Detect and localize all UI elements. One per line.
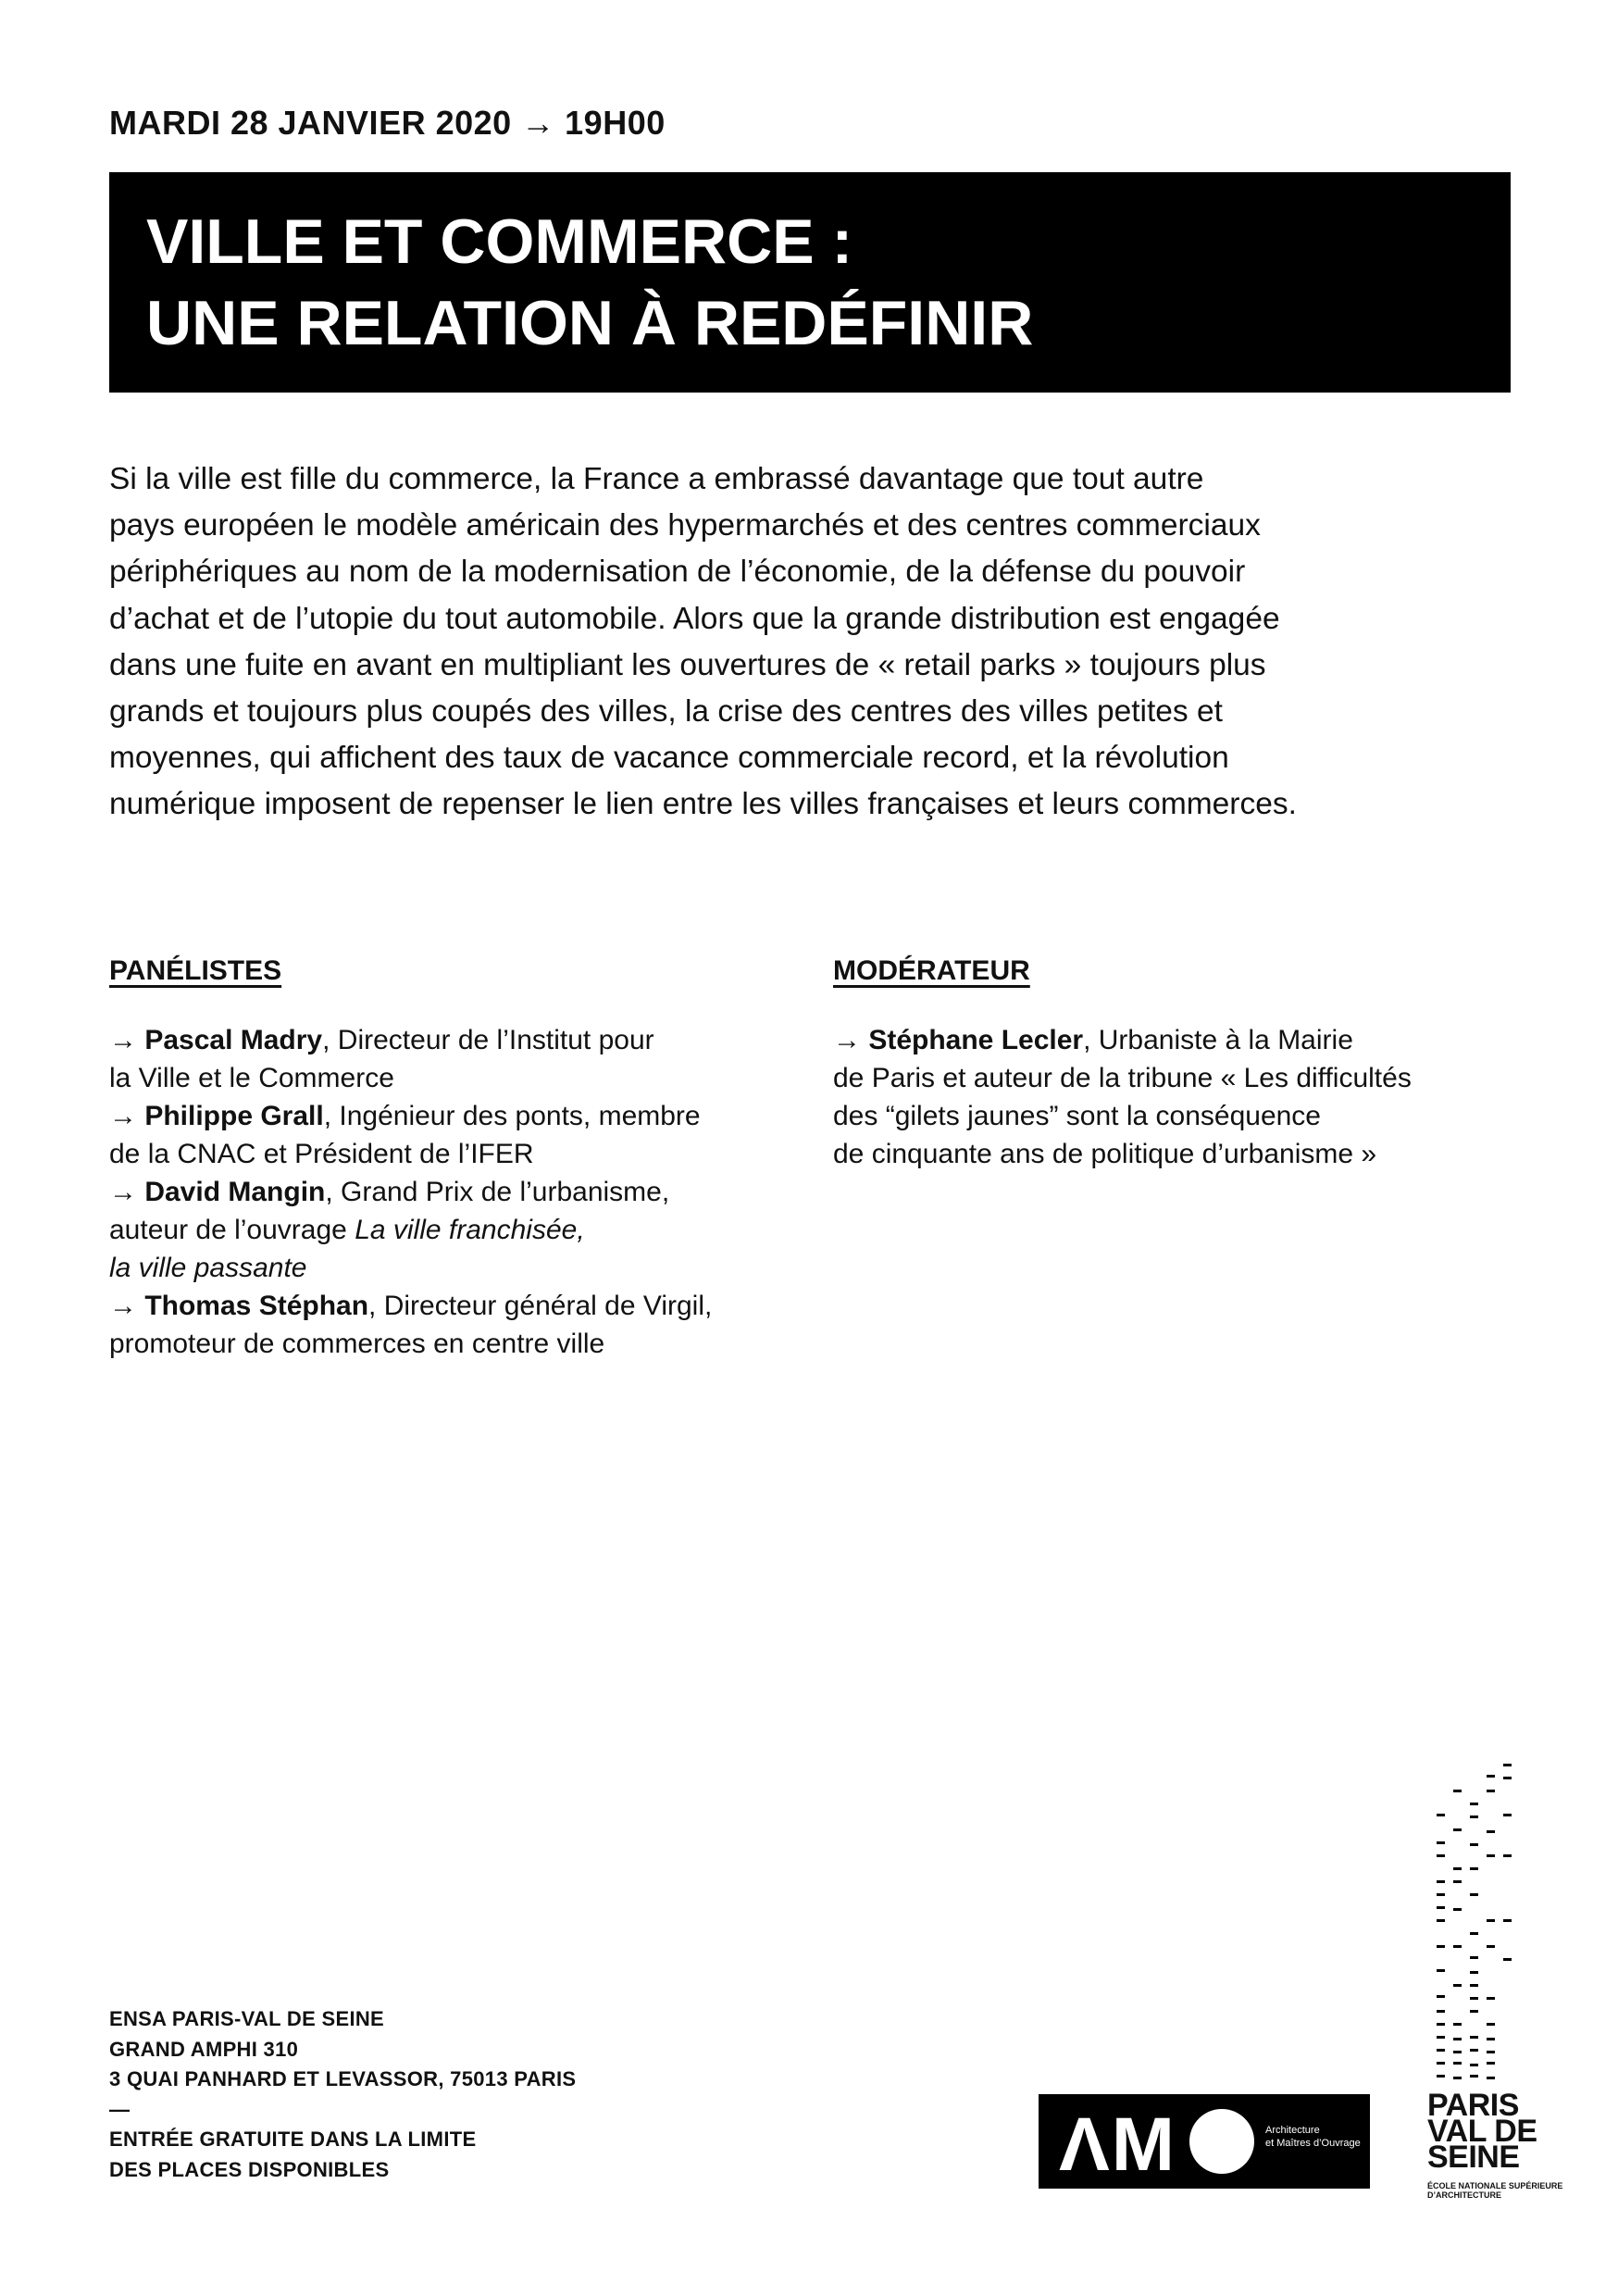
panelist-entry bbox=[109, 1287, 794, 1325]
panelist-role: , Directeur général de Virgil, bbox=[368, 1291, 713, 1321]
panelist-entry bbox=[109, 1097, 794, 1135]
panelist-role-cont: la Ville et le Commerce bbox=[109, 1063, 394, 1093]
amo-subtitle-line: et Maîtres d’Ouvrage bbox=[1265, 2138, 1361, 2149]
logo-subtitle-line: D’ARCHITECTURE bbox=[1427, 2190, 1501, 2200]
intro-line: d’achat et de l’utopie du tout automobile. Alors que la grande distribution est engagée bbox=[109, 601, 1280, 636]
intro-paragraph bbox=[109, 456, 1525, 829]
panelists-heading: PANÉLISTES bbox=[109, 955, 282, 986]
book-title: La ville franchisée, bbox=[355, 1215, 585, 1245]
venue-line: GRAND AMPHI 310 bbox=[109, 2037, 299, 2061]
moderator-role: , Urbaniste à la Mairie bbox=[1083, 1025, 1353, 1055]
intro-line: périphériques au nom de la modernisation de l’économie, de la défense du pouvoir bbox=[109, 555, 1246, 590]
moderator-name: → Stéphane Lecler bbox=[833, 1025, 1084, 1055]
amo-logo-circle bbox=[1189, 2109, 1254, 2174]
amo-logo bbox=[1039, 2094, 1370, 2189]
panelist-role: , Directeur de l’Institut pour bbox=[322, 1025, 654, 1055]
venue-info bbox=[109, 2004, 576, 2186]
panelist-entry bbox=[109, 1173, 794, 1211]
moderator-section bbox=[833, 952, 1518, 1173]
intro-line: dans une fuite en avant en multipliant les ouvertures de « retail parks » toujours plus bbox=[109, 647, 1266, 682]
panelist-name: → Thomas Stéphan bbox=[109, 1291, 369, 1321]
venue-line: ENSA PARIS-VAL DE SEINE bbox=[109, 2007, 385, 2030]
logo-subtitle-line: ÉCOLE NATIONALE SUPÉRIEURE bbox=[1427, 2181, 1563, 2190]
venue-line: 3 QUAI PANHARD ET LEVASSOR, 75013 PARIS bbox=[109, 2067, 577, 2091]
venue-separator: — bbox=[109, 2097, 131, 2121]
moderator-role-cont: de cinquante ans de politique d’urbanisme » bbox=[833, 1139, 1377, 1169]
panelist-role-cont: de la CNAC et Président de l’IFER bbox=[109, 1139, 534, 1169]
logo-dash-pattern bbox=[1437, 1764, 1512, 2079]
intro-line: grands et toujours plus coupés des villes, la crise des centres des villes petites et bbox=[109, 694, 1223, 730]
panelist-role-cont bbox=[109, 1211, 794, 1249]
event-date: MARDI 28 JANVIER 2020 → 19H00 bbox=[109, 104, 666, 142]
book-title-cont: la ville passante bbox=[109, 1253, 307, 1283]
panelist-role: , Grand Prix de l’urbanisme, bbox=[325, 1177, 670, 1207]
panelist-entry bbox=[109, 1021, 794, 1059]
intro-line: moyennes, qui affichent des taux de vacance commerciale record, et la révolution bbox=[109, 741, 1229, 776]
panelist-name: → David Mangin bbox=[109, 1177, 326, 1207]
logo-text-line: PARIS bbox=[1427, 2088, 1519, 2123]
title-line-2: UNE RELATION À REDÉFINIR bbox=[146, 288, 1034, 358]
logo-text-line: VAL DE bbox=[1427, 2114, 1537, 2149]
paris-val-de-seine-logo-text bbox=[1427, 2088, 1537, 2175]
moderator-role-cont: des “gilets jaunes” sont la conséquence bbox=[833, 1101, 1321, 1131]
venue-line: ENTRÉE GRATUITE DANS LA LIMITE bbox=[109, 2128, 477, 2152]
title-line-1: VILLE ET COMMERCE : bbox=[146, 206, 853, 277]
moderator-entry bbox=[833, 1021, 1518, 1059]
panelist-role-text: auteur de l’ouvrage bbox=[109, 1215, 355, 1245]
panelist-role: , Ingénieur des ponts, membre bbox=[323, 1101, 701, 1131]
moderator-role-cont: de Paris et auteur de la tribune « Les difficultés bbox=[833, 1063, 1412, 1093]
panelist-role-cont: promoteur de commerces en centre ville bbox=[109, 1329, 605, 1359]
paris-val-de-seine-logo-subtitle bbox=[1427, 2181, 1562, 2200]
amo-subtitle-line: Architecture bbox=[1265, 2125, 1320, 2136]
amo-logo-letters: ΛM bbox=[1059, 2103, 1176, 2187]
intro-line: pays européen le modèle américain des hypermarchés et des centres commerciaux bbox=[109, 508, 1261, 543]
panelist-name: → Pascal Madry bbox=[109, 1025, 323, 1055]
intro-line: numérique imposent de repenser le lien entre les villes françaises et leurs commerces. bbox=[109, 787, 1297, 822]
title-banner bbox=[109, 172, 1511, 393]
panelist-name: → Philippe Grall bbox=[109, 1101, 324, 1131]
venue-line: DES PLACES DISPONIBLES bbox=[109, 2157, 390, 2181]
amo-logo-subtitle bbox=[1265, 2124, 1361, 2150]
moderator-heading: MODÉRATEUR bbox=[833, 955, 1030, 986]
panelists-section bbox=[109, 952, 794, 1363]
intro-line: Si la ville est fille du commerce, la France a embrassé davantage que tout autre bbox=[109, 462, 1204, 496]
logo-text-line: SEINE bbox=[1427, 2140, 1520, 2175]
